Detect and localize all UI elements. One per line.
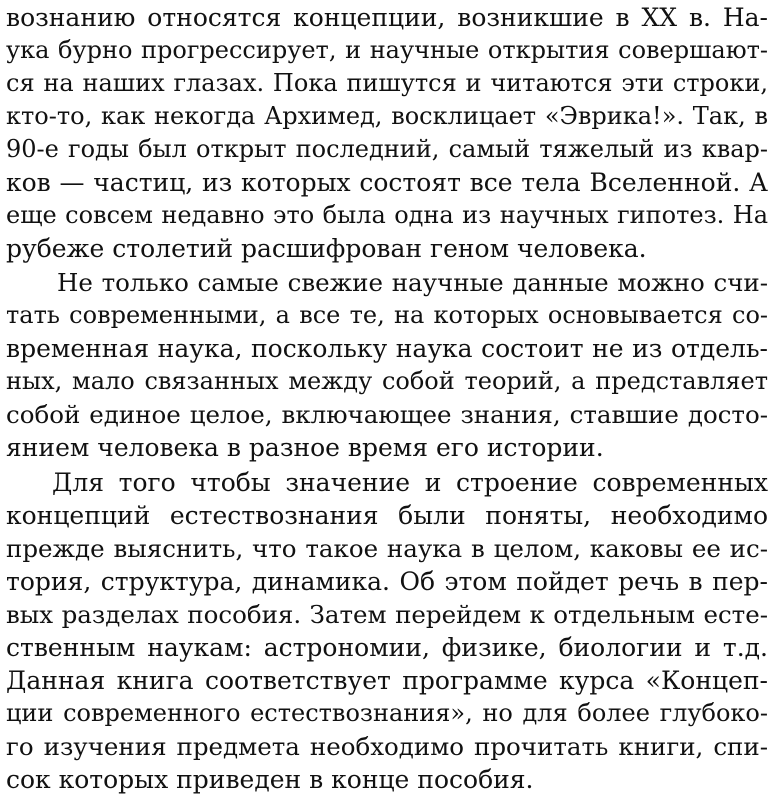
text-line: рубеже столетий расшифрован геном человека.: [6, 234, 647, 263]
text-line: кто-то, как некогда Архимед, восклицает «Эврика!». Так, в: [6, 102, 768, 130]
text-line: ственным наукам: астрономии, физике, биологии и т.д.: [6, 633, 768, 662]
text-line: тория, структура, динамика. Об этом пойдет речь в пер-: [6, 567, 768, 596]
text-line: го изучения предмета необходимо прочитать книги, спи-: [6, 732, 768, 761]
text-line: тать современными, а все те, на которых основывается со-: [6, 301, 768, 329]
text-line: 90-е годы был открыт последний, самый тяжелый из квар-: [6, 135, 768, 163]
text-line: Данная книга соответствует программе курса «Концеп-: [6, 666, 768, 695]
text-line: временная наука, поскольку наука состоит не из отдель-: [6, 334, 768, 363]
text-line: ков — частиц, из которых состоят все тела Вселенной. А: [6, 168, 768, 197]
text-line: концепций естествознания были поняты, необходимо: [6, 501, 768, 530]
text-line: янием человека в разное время его истории.: [6, 433, 604, 462]
text-line: ся на наших глазах. Пока пишутся и читаются эти строки,: [6, 69, 768, 97]
text-line: еще совсем недавно это была одна из научных гипотез. На: [6, 201, 768, 229]
text-line: сок которых приведен в конце пособия.: [6, 765, 534, 794]
text-line: ции современного естествознания», но для более глубоко-: [6, 699, 768, 727]
text-line: собой единое целое, включающее знания, ставшие досто-: [6, 400, 768, 429]
text-line: прежде выяснить, что такое наука в целом, каковы ее ис-: [6, 534, 768, 563]
text-line: ука бурно прогрессирует, и научные открытия совершают-: [6, 36, 768, 64]
text-line: Для того чтобы значение и строение современных: [52, 468, 768, 497]
text-line: вых разделах пособия. Затем перейдем к отдельным есте-: [6, 600, 768, 629]
text-line: ных, мало связанных между собой теорий, а представляет: [6, 367, 768, 395]
text-line: Не только самые свежие научные данные можно счи-: [57, 268, 768, 297]
text-line: вознанию относятся концепции, возникшие в XX в. На-: [6, 3, 768, 32]
